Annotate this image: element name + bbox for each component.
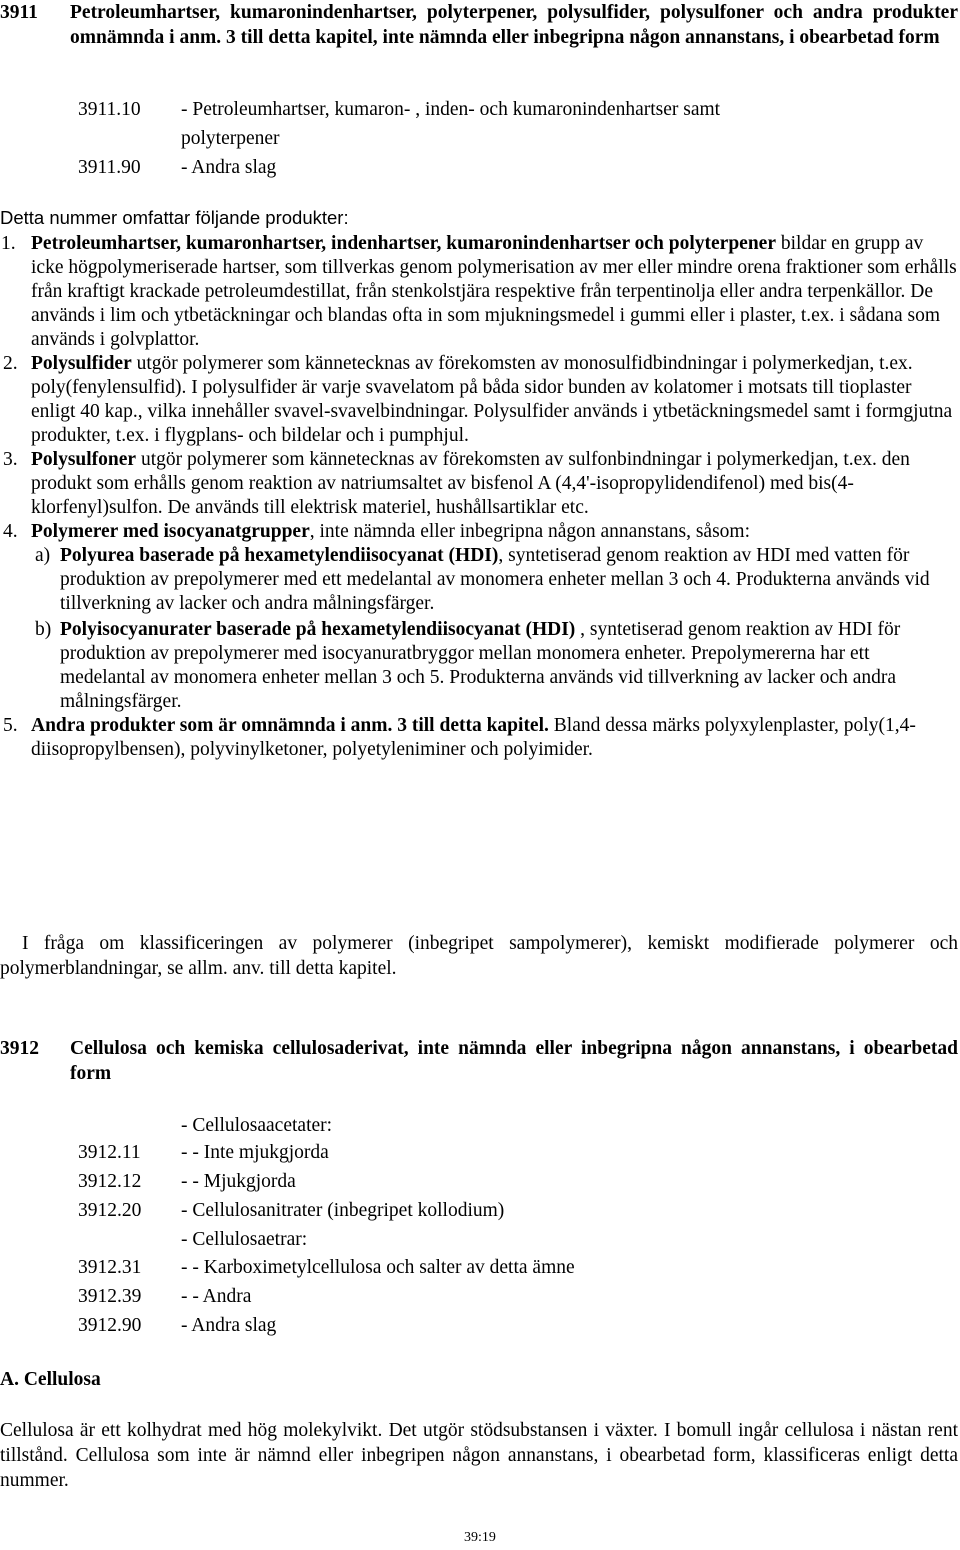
item-title: Polysulfoner	[31, 449, 137, 470]
subheading-code: 3912.20	[78, 1200, 142, 1221]
note-paragraph: I fråga om klassificeringen av polymerer (inbegripet sampolymerer), kemiskt modifierade polymerer och polymerblandningar, se allm. anv. till detta kapitel.	[0, 933, 958, 979]
subheading-text: - Cellulosanitrater (inbegripet kollodium)	[181, 1200, 505, 1221]
heading-code: 3911	[0, 2, 38, 23]
subheading-code: 3911.10	[78, 99, 141, 120]
list-item	[0, 714, 958, 762]
sub-item-title: Polyisocyanurater baserade på hexametylendiisocyanat (HDI)	[60, 619, 576, 640]
page-number: 39:19	[464, 1530, 496, 1545]
list-item	[0, 520, 958, 544]
subheading-text: - Andra slag	[181, 1315, 277, 1336]
subheading-code: 3912.11	[78, 1142, 141, 1163]
sub-item	[0, 544, 958, 616]
subheading-text: polyterpener	[181, 128, 280, 149]
item-title: Petroleumhartser, kumaronhartser, indenhartser, kumaronindenhartser och polyterpener	[31, 233, 776, 254]
subheading-text: - - Inte mjukgjorda	[181, 1142, 329, 1163]
subheading-text: - Andra slag	[181, 157, 277, 178]
subheading-code: 3912.90	[78, 1315, 142, 1336]
subheading-code: 3912.31	[78, 1257, 142, 1278]
subheading-text: - - Andra	[181, 1286, 252, 1307]
sub-item	[0, 618, 958, 714]
subheading-text: - Petroleumhartser, kumaron- , inden- och kumaronindenhartser samt	[181, 99, 721, 120]
sub-item-label: a)	[35, 545, 51, 566]
item-number: 3.	[3, 449, 18, 470]
subheading-text: - Cellulosaacetater:	[181, 1115, 333, 1136]
subheading-text: - Cellulosaetrar:	[181, 1229, 308, 1250]
subheading-code: 3912.39	[78, 1286, 142, 1307]
subheading-text: - - Karboximetylcellulosa och salter av detta ämne	[181, 1257, 575, 1278]
list-item	[0, 352, 958, 448]
list-item	[0, 448, 958, 520]
sub-item-title: Polyurea baserade på hexametylendiisocyanat (HDI)	[60, 545, 499, 566]
sub-item-text: , syntetiserad genom reaktion av HDI med vatten för produktion av prepolymerer med ett medelantal av monomera enheter mellan 3 och 4. Produkterna används vid tillverkning av lacker och andra målningsfärger.	[60, 545, 930, 614]
product-list	[0, 232, 958, 762]
sub-item-text: , syntetiserad genom reaktion av HDI för produktion av prepolymerer med isocyanuratbryggor mellan monomera enheter. Prepolymererna har ett medelantal av monomera enheter mellan 3 och 5. Produkterna används vid tillverkning av lacker och andra målningsfärger.	[60, 619, 901, 712]
heading-code: 3912	[0, 1038, 39, 1059]
item-text: utgör polymerer som kännetecknas av förekomsten av monosulfidbindningar i polymerkedjan, t.ex. poly(fenylensulfid). I polysulfider är varje svavelatom på båda sidor bunden av kolatomer i motsats till tioplaster enligt 40 kap., vilka innehåller svavel-svavelbindningar. Polysulfider används i ytbetäckningsmedel samt i formgjutna produkter, t.ex. i flygplans- och bildelar och i pumphjul.	[31, 353, 953, 446]
intro-text: Detta nummer omfattar följande produkter:	[0, 207, 349, 228]
item-title: Andra produkter som är omnämnda i anm. 3 till detta kapitel.	[31, 715, 549, 736]
section-heading: A. Cellulosa	[0, 1369, 101, 1390]
item-text: Bland dessa märks polyxylenplaster, poly(1,4-diisopropylbensen), polyvinylketoner, polyetyleniminer och polyimider.	[31, 715, 916, 760]
item-number: 5.	[3, 715, 18, 736]
item-title: Polysulfider	[31, 353, 132, 374]
item-number: 1.	[1, 233, 16, 254]
item-number: 2.	[3, 353, 18, 374]
heading-text: Petroleumhartser, kumaronindenhartser, polyterpener, polysulfider, polysulfoner och andra produkter omnämnda i anm. 3 till detta kapitel, inte nämnda eller inbegripna någon annanstans, i obearbetad form	[70, 2, 958, 48]
heading-3912	[0, 1036, 958, 1086]
heading-text: Cellulosa och kemiska cellulosaderivat, inte nämnda eller inbegripna någon annanstans, i obearbetad form	[70, 1038, 958, 1084]
item-text: bildar en grupp av icke högpolymeriserade hartser, som tillverkas genom polymerisation av mer eller mindre orena fraktioner som erhålls från kraftigt krackade petroleumdestillat, från stenkolstjära respektive från terpentinolja eller andra terpenkällor. De används i lim och ytbetäckningar och blandas ofta in som mjukningsmedel i gummi eller i plaster, t.ex. i sådana som används i golvplattor.	[31, 233, 957, 350]
sub-item-label: b)	[35, 619, 52, 640]
subheading-code: 3912.12	[78, 1171, 142, 1192]
item-number: 4.	[3, 521, 18, 542]
heading-3911	[0, 0, 958, 50]
list-item	[0, 232, 958, 352]
item-title: Polymerer med isocyanatgrupper	[31, 521, 310, 542]
item-text: utgör polymerer som kännetecknas av förekomsten av sulfonbindningar i polymerkedjan, t.ex. den produkt som erhålls genom reaktion av natriumsaltet av bisfenol A (4,4'-isopropylidendifenol) med bis(4-klorfenyl)sulfon. De används till elektrisk materiel, hushållsartiklar etc.	[31, 449, 910, 518]
item-text: , inte nämnda eller inbegripna någon annanstans, såsom:	[309, 521, 750, 542]
cellulosa-paragraph: Cellulosa är ett kolhydrat med hög molekylvikt. Det utgör stödsubstansen i växter. I bomull ingår cellulosa i nästan rent tillstånd. Cellulosa som inte är nämnd eller inbegripen någon annanstans, i obearbetad form, klassificeras enligt detta nummer.	[0, 1420, 958, 1491]
subheading-text: - - Mjukgjorda	[181, 1171, 296, 1192]
subheading-code: 3911.90	[78, 157, 141, 178]
